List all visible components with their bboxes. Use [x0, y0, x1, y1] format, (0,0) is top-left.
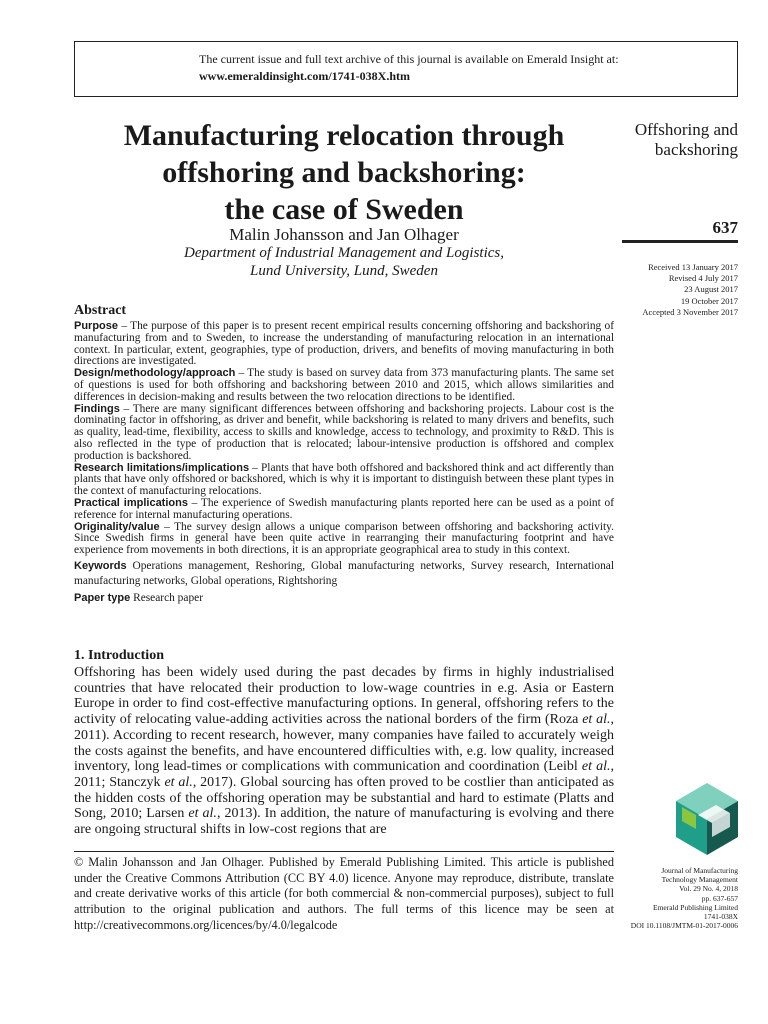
paper-type-label: Paper type: [74, 591, 131, 604]
abstract-practical: [74, 498, 614, 522]
abstract-purpose: [74, 321, 614, 368]
abstract-keywords: [74, 559, 614, 590]
findings-text: – There are many significant differences between offshoring and backshoring projects. Labour cost is the dominating factor in offshoring, as driver and benefit, while backshoring is related to many drivers and benefits, such as quality, lead-time, flexibility, access to skills and knowledge, access to technology, and proximity to R&D. This is also reflected in the type of production that is relocated; labour-intensive production is offshored and complex production is backshored.: [74, 402, 614, 462]
title-line-1: Manufacturing relocation through: [123, 119, 565, 152]
abstract-heading: Abstract: [74, 303, 127, 318]
date-accepted: Accepted 3 November 2017: [642, 306, 738, 317]
date-revised-3: 19 October 2017: [680, 295, 738, 306]
journal-name-2: Technology Management: [661, 875, 738, 885]
paper-type-text: Research paper: [130, 591, 203, 604]
page-number-rule: [622, 240, 738, 243]
journal-publisher: Emerald Publishing Limited: [653, 902, 738, 912]
originality-label: Originality/value: [74, 520, 160, 533]
journal-doi[interactable]: DOI 10.1108/JMTM-01-2017-0006: [630, 921, 738, 931]
running-head-line-2: backshoring: [654, 140, 738, 159]
banner-url[interactable]: www.emeraldinsight.com/1741-038X.htm: [199, 69, 410, 83]
findings-label: Findings: [74, 402, 120, 415]
practical-text: – The experience of Swedish manufacturing plants reported here can be used as a point of reference for internal manufacturing operations.: [74, 496, 614, 521]
limitations-label: Research limitations/implications: [74, 461, 250, 474]
page-number: 637: [712, 218, 738, 237]
abstract-originality: [74, 522, 614, 557]
abstract-body: [74, 321, 614, 605]
abstract-limitations: [74, 463, 614, 498]
banner-text: The current issue and full text archive of this journal is available on Emerald Insight at:: [199, 52, 619, 66]
journal-pages: pp. 637-657: [701, 893, 738, 903]
abstract-paper-type: [74, 593, 614, 605]
purpose-text: – The purpose of this paper is to present recent empirical results concerning offshoring and backshoring of manufacturing from and to Sweden, to increase the understanding of manufacturing relocation in an international context. In particular, extent, geographies, type of production, drivers, and benefits of moving manufacturing in both directions are investigated.: [74, 320, 614, 368]
emerald-logo-icon: [676, 783, 738, 855]
date-revised-1: Revised 4 July 2017: [668, 273, 738, 284]
originality-text: – The survey design allows a unique comparison between offshoring and backshoring activity. Since Swedish firms in general have been quite active in rearranging their manufacturing footprint and have experience from movements in both directions, it is an appropriate geographical area to study in this context.: [74, 520, 614, 557]
journal-name-1: Journal of Manufacturing: [661, 866, 738, 875]
authors: Malin Johansson and Jan Olhager: [229, 225, 459, 244]
running-head-line-1: Offshoring and: [634, 120, 738, 139]
affiliation-line-2: Lund University, Lund, Sweden: [250, 263, 438, 279]
abstract-findings: [74, 404, 614, 463]
design-text: – The study is based on survey data from 373 manufacturing plants. The same set of questions is used for both offshoring and backshoring between 2010 and 2015, which allows similarities and differences in decision-making and results between the two relocation directions to be identified.: [74, 367, 614, 403]
journal-citation: [600, 866, 738, 930]
running-head: [612, 120, 738, 160]
date-received: Received 13 January 2017: [648, 262, 738, 272]
journal-banner: [74, 41, 738, 97]
article-history: [600, 262, 738, 318]
license-notice: © Malin Johansson and Jan Olhager. Published by Emerald Publishing Limited. This article is published under the Creative Commons Attribution (CC BY 4.0) licence. Anyone may reproduce, distribute, translate and create derivative works of this article (for both commercial & non-commercial purposes), subject to full attribution to the original publication and authors. The full terms of this licence may be seen at http://creativecommons.org/licences/by/4.0/legalcode: [74, 855, 614, 932]
affiliation-line-1: Department of Industrial Management and Logistics,: [184, 245, 504, 261]
keywords-label: Keywords: [74, 559, 127, 572]
design-label: Design/methodology/approach: [74, 367, 236, 380]
section-heading-introduction: 1. Introduction: [74, 648, 164, 663]
purpose-label: Purpose: [74, 320, 119, 332]
affiliation: [74, 244, 614, 280]
practical-label: Practical implications: [74, 496, 188, 509]
introduction-paragraph: Offshoring has been widely used during the past decades by firms in highly industrialised countries that have relocated their production to low-wage countries in e.g. Asia or Eastern Europe in order to find cost-effective manufacturing options. In general, offshoring refers to the activity of relocating value-adding activities across the national borders of the firm (Roza et al., 2011). According to recent research, however, many companies have failed to accurately weigh the costs against the benefits, and have encountered difficulties with, e.g. low quality, increased inventory, long lead-times or complications with communication and coordination (Leibl et al., 2011; Stanczyk et al., 2017). Global sourcing has often proved to be costlier than anticipated as the hidden costs of the offshoring operation may be substantial and hard to estimate (Platts and Song, 2010; Larsen et al., 2013). In addition, the nature of manufacturing is evolving and there are ongoing structural shifts in low-cost regions that are: [74, 665, 615, 838]
abstract-design: [74, 368, 614, 403]
footnote-rule: [74, 851, 614, 852]
title-line-2: offshoring and backshoring:: [162, 156, 526, 189]
limitations-text: – Plants that have both offshored and backshored think and act differently than plants that have only offshored or backshored, which is why it is important to distinguish between these plant types in the context of manufacturing relocations.: [74, 461, 614, 498]
date-revised-2: 23 August 2017: [684, 284, 738, 295]
title-line-3: the case of Sweden: [224, 193, 464, 226]
journal-volume: Vol. 29 No. 4, 2018: [679, 884, 738, 894]
article-title: [74, 117, 614, 228]
keywords-text: Operations management, Reshoring, Global manufacturing networks, Survey research, International manufacturing networks, Global operations, Rightshoring: [74, 559, 614, 588]
journal-issn: 1741-038X: [703, 912, 738, 922]
